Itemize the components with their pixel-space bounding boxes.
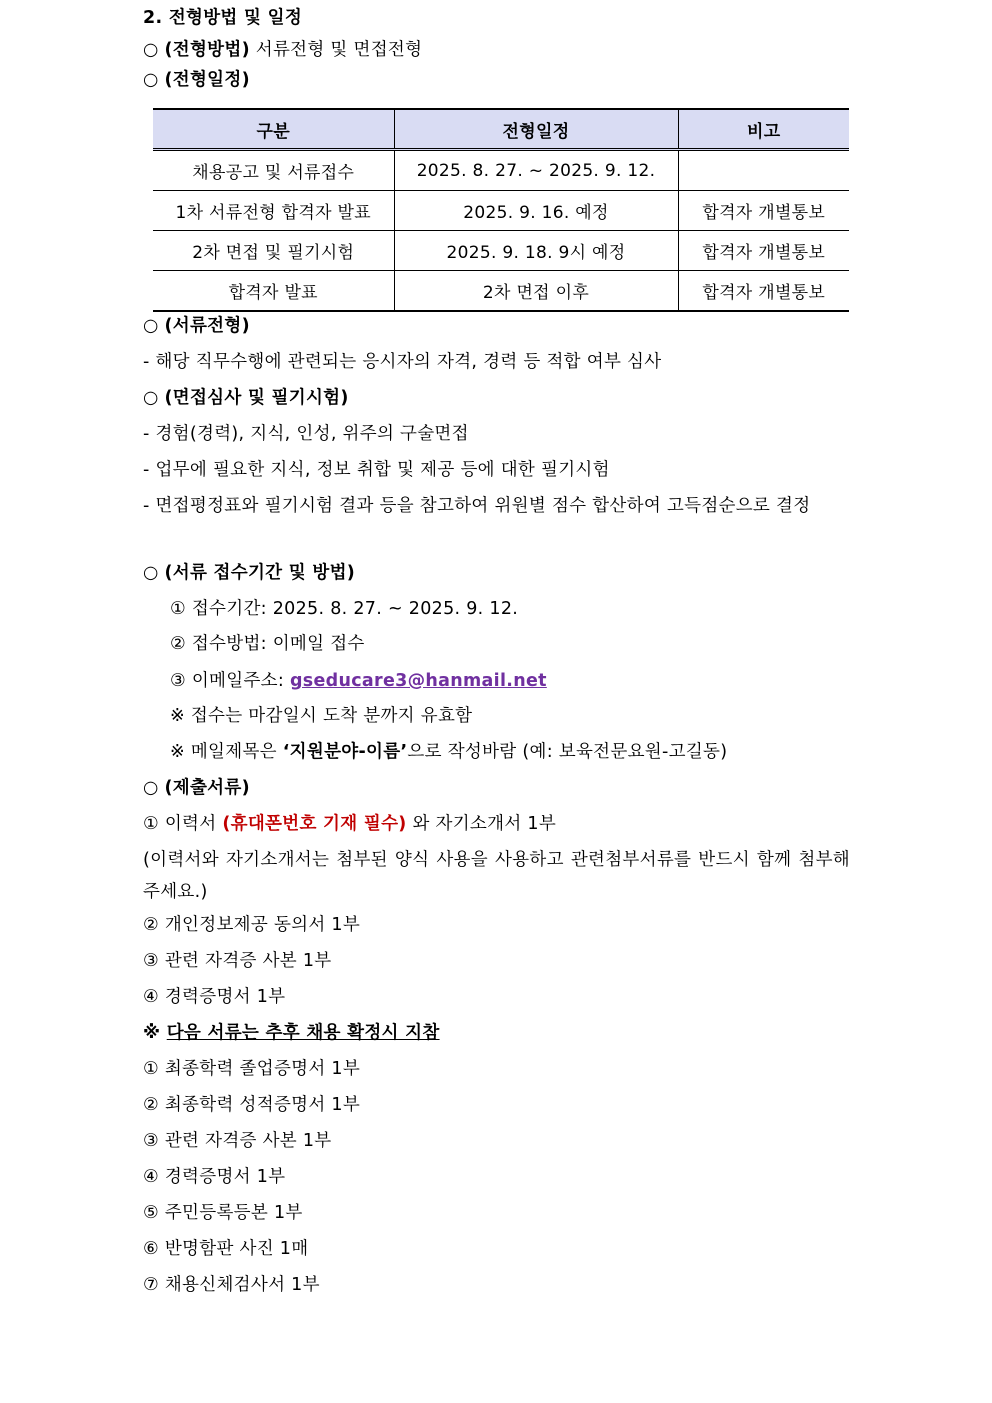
interview-line-1: - 경험(경력), 지식, 인성, 위주의 구술면접 bbox=[143, 424, 469, 444]
method-text: 서류전형 및 면접전형 bbox=[249, 40, 423, 60]
documents-item-1 bbox=[143, 812, 556, 836]
circle-bullet: ○ bbox=[143, 778, 159, 798]
item1-red-note: (휴대폰번호 기재 필수) bbox=[222, 814, 407, 834]
table-row bbox=[153, 271, 849, 312]
documents-item-4: ④ 경력증명서 1부 bbox=[143, 987, 286, 1007]
documents-label: (제출서류) bbox=[164, 778, 250, 798]
table-cell: 합격자 개별통보 bbox=[678, 271, 849, 312]
later-docs-item: ③ 관련 자격증 사본 1부 bbox=[143, 1131, 332, 1151]
doc-screening-text: - 해당 직무수행에 관련되는 응시자의 자격, 경력 등 적합 여부 심사 bbox=[143, 352, 662, 372]
later-docs-heading bbox=[143, 1021, 440, 1045]
later-docs-item: ① 최종학력 졸업증명서 1부 bbox=[143, 1059, 361, 1079]
table-cell: 2차 면접 및 필기시험 bbox=[153, 231, 394, 271]
table-cell: 1차 서류전형 합격자 발표 bbox=[153, 191, 394, 231]
schedule-label: (전형일정) bbox=[164, 70, 250, 90]
later-docs-item: ② 최종학력 성적증명서 1부 bbox=[143, 1095, 361, 1115]
note2-bold: ‘지원분야-이름’ bbox=[282, 742, 408, 762]
interview-label: (면접심사 및 필기시험) bbox=[164, 388, 349, 408]
circle-bullet: ○ bbox=[143, 563, 159, 583]
interview-line-2: - 업무에 필요한 지식, 정보 취합 및 제공 등에 대한 필기시험 bbox=[143, 460, 610, 480]
table-row bbox=[153, 231, 849, 271]
schedule-heading bbox=[143, 68, 250, 92]
submission-period: ① 접수기간: 2025. 8. 27. ~ 2025. 9. 12. bbox=[170, 599, 519, 619]
table-cell: 채용공고 및 서류접수 bbox=[153, 150, 394, 191]
submission-note-2 bbox=[170, 740, 727, 764]
submission-note-1: ※ 접수는 마감일시 도착 분까지 유효함 bbox=[170, 706, 473, 726]
item1-suffix: 와 자기소개서 1부 bbox=[406, 814, 557, 834]
doc-screening-label: (서류전형) bbox=[164, 316, 250, 336]
later-docs-item: ⑥ 반명함판 사진 1매 bbox=[143, 1239, 309, 1259]
table-row bbox=[153, 191, 849, 231]
section-heading: 2. 전형방법 및 일정 bbox=[143, 8, 303, 28]
table-cell: 합격자 개별통보 bbox=[678, 231, 849, 271]
later-docs-item: ⑤ 주민등록등본 1부 bbox=[143, 1203, 303, 1223]
documents-item-3: ③ 관련 자격증 사본 1부 bbox=[143, 951, 332, 971]
submission-heading bbox=[143, 561, 355, 585]
schedule-table bbox=[153, 108, 849, 312]
submission-method: ② 접수방법: 이메일 접수 bbox=[170, 634, 365, 654]
submission-email-line bbox=[170, 669, 547, 693]
table-cell: 2025. 9. 16. 예정 bbox=[394, 191, 678, 231]
header-schedule: 전형일정 bbox=[394, 109, 678, 150]
note2-prefix: ※ 메일제목은 bbox=[170, 742, 283, 762]
table-cell: 합격자 발표 bbox=[153, 271, 394, 312]
table-cell bbox=[678, 150, 849, 191]
method-line bbox=[143, 38, 422, 62]
header-remarks: 비고 bbox=[678, 109, 849, 150]
circle-bullet: ○ bbox=[143, 388, 159, 408]
circle-bullet: ○ bbox=[143, 40, 159, 60]
method-label: (전형방법) bbox=[164, 40, 250, 60]
table-cell: 2차 면접 이후 bbox=[394, 271, 678, 312]
item1-prefix: ① 이력서 bbox=[143, 814, 223, 834]
later-docs-item: ④ 경력증명서 1부 bbox=[143, 1167, 286, 1187]
documents-note: (이력서와 자기소개서는 첨부된 양식 사용을 사용하고 관련첨부서류를 반드시 함께 첨부해 주세요.) bbox=[143, 850, 850, 902]
table-cell: 합격자 개별통보 bbox=[678, 191, 849, 231]
reference-mark: ※ bbox=[143, 1023, 167, 1043]
table-header-row bbox=[153, 109, 849, 150]
note2-suffix: 으로 작성바람 (예: 보육전문요원-고길동) bbox=[407, 742, 728, 762]
later-docs-item: ⑦ 채용신체검사서 1부 bbox=[143, 1275, 320, 1295]
table-cell: 2025. 8. 27. ~ 2025. 9. 12. bbox=[394, 150, 678, 191]
interview-line-3: - 면접평정표와 필기시험 결과 등을 참고하여 위원별 점수 합산하여 고득점순으로 결정 bbox=[143, 496, 811, 516]
email-label: ③ 이메일주소: bbox=[170, 671, 290, 691]
circle-bullet: ○ bbox=[143, 70, 159, 90]
interview-heading bbox=[143, 386, 349, 410]
later-docs-title: 다음 서류는 추후 채용 확정시 지참 bbox=[166, 1023, 440, 1043]
documents-heading bbox=[143, 776, 250, 800]
submission-label: (서류 접수기간 및 방법) bbox=[164, 563, 356, 583]
circle-bullet: ○ bbox=[143, 316, 159, 336]
email-link[interactable]: gseducare3@hanmail.net bbox=[289, 671, 547, 691]
documents-item-2: ② 개인정보제공 동의서 1부 bbox=[143, 915, 361, 935]
table-row bbox=[153, 150, 849, 191]
header-category: 구분 bbox=[153, 109, 394, 150]
table-cell: 2025. 9. 18. 9시 예정 bbox=[394, 231, 678, 271]
doc-screening-heading bbox=[143, 314, 250, 338]
